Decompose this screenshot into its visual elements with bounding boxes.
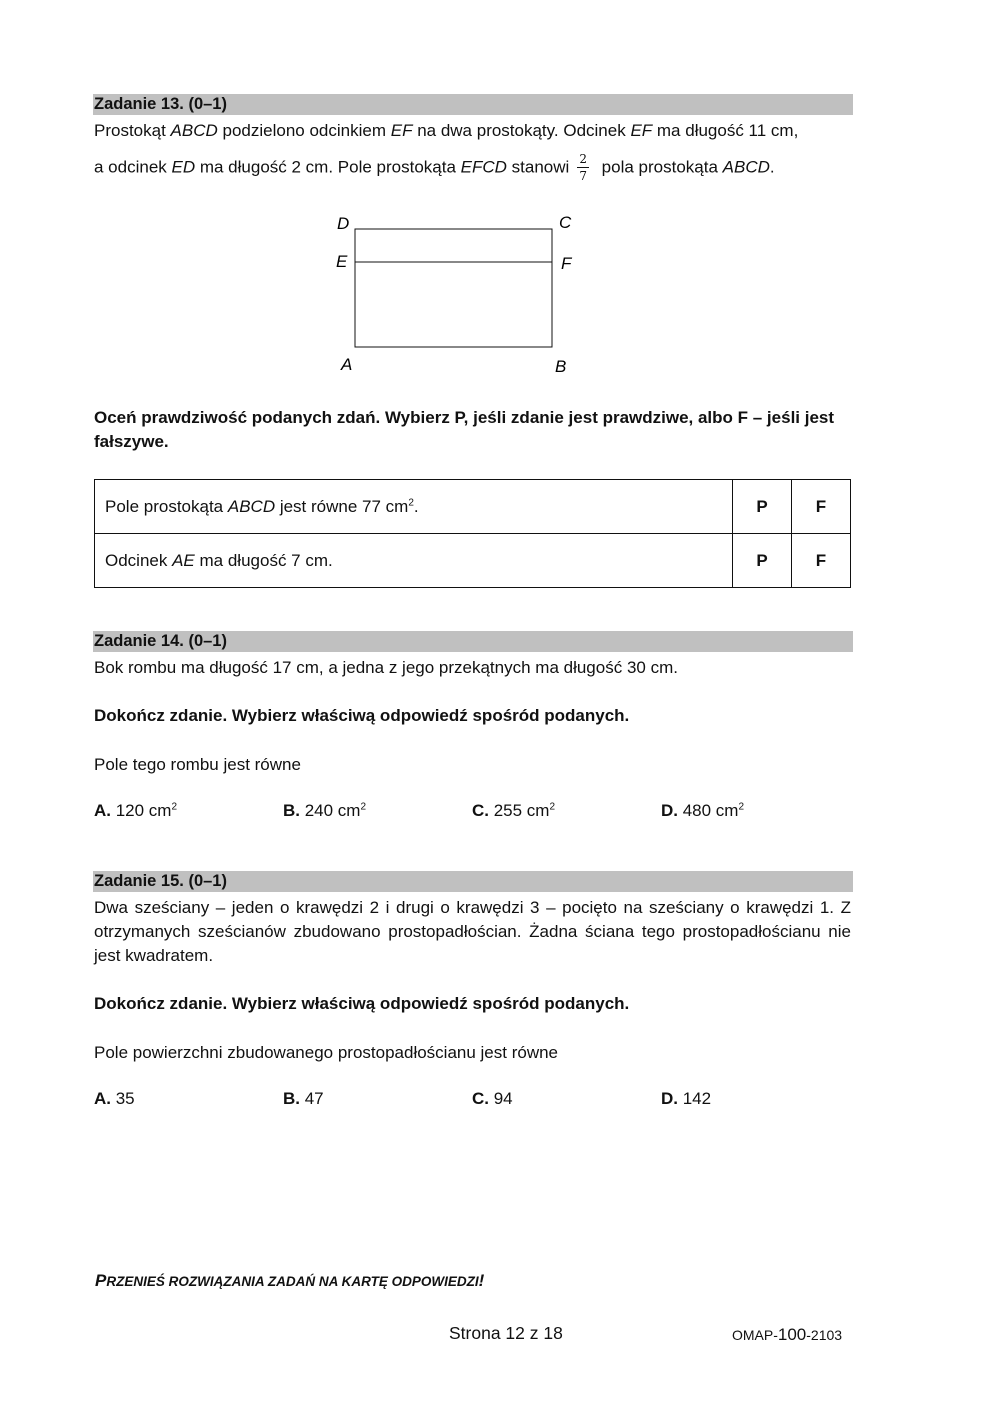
task14-answer-a[interactable]: A. 120 $cm^2$ <box>94 801 178 820</box>
statement-2: Odcinek AE ma długość 7 cm. <box>95 534 733 588</box>
task13-instruction: Oceń prawdziwość podanych zdań. Wybierz P, jeśli zdanie jest prawdziwe, albo F – jeśli jest fałszywe. <box>94 408 835 451</box>
transfer-answers-note: PRZENIEŚ ROZWIĄZANIA ZADAŃ NA KARTĘ ODPOWIEDZI! <box>95 1271 485 1290</box>
label-f: F <box>561 254 572 273</box>
fraction-two-sevenths: $\frac{2}{7}$ <box>579 152 587 183</box>
task15-answer-c[interactable]: C. 94 <box>472 1089 513 1108</box>
task14-answer-c[interactable]: C. 255 $cm^2$ <box>472 801 556 820</box>
task15-instruction: Dokończ zdanie. Wybierz właściwą odpowiedź spośród podanych. <box>94 994 630 1013</box>
statement-1-option-f[interactable]: F <box>792 480 851 534</box>
rectangle-abcd <box>355 229 552 347</box>
label-d: D <box>337 214 350 233</box>
task14-header: Zadanie 14. (0–1) <box>93 631 853 652</box>
task13-paragraph-1: Prostokąt ABCD podzielono odcinkiem EF na dwa prostokąty. Odcinek EF ma długość 11 cm, <box>94 121 799 140</box>
task15-stem: Pole powierzchni zbudowanego prostopadłościanu jest równe <box>94 1043 559 1062</box>
task14-instruction: Dokończ zdanie. Wybierz właściwą odpowiedź spośród podanych. <box>94 706 630 725</box>
exam-code: OMAP-100-2103 <box>732 1325 843 1344</box>
statement-1-option-p[interactable]: P <box>733 480 792 534</box>
statement-1: Pole prostokąta ABCD jest równe 77 $cm^2$. <box>95 480 733 534</box>
table-row <box>95 534 851 588</box>
true-false-table <box>94 479 851 588</box>
table-row <box>95 480 851 534</box>
task15-text: Dwa sześciany – jeden o krawędzi 2 i drugi o krawędzi 3 – pocięto na sześciany o krawędzi 1. Z otrzymanych sześcianów zbudowano prostopadłościan. Żadna ściana tego prostopadłościanu nie jest kwadratem. <box>94 898 851 965</box>
task14-answer-b[interactable]: B. 240 $cm^2$ <box>283 801 367 820</box>
task15-header: Zadanie 15. (0–1) <box>93 871 853 892</box>
task13-paragraph-2: a odcinek ED ma długość 2 cm. Pole prostokąta EFCD stanowi $\frac{2}{7}$ pola prostokąta ABCD. <box>94 152 775 183</box>
rectangle-figure <box>320 200 600 390</box>
task13-header: Zadanie 13. (0–1) <box>93 94 853 115</box>
statement-2-option-f[interactable]: F <box>792 534 851 588</box>
task14-answer-d[interactable]: D. 480 $cm^2$ <box>661 801 745 820</box>
task14-answers <box>94 801 854 825</box>
label-b: B <box>555 357 567 376</box>
label-a: A <box>341 355 353 374</box>
page-number: Strona 12 z 18 <box>449 1323 563 1343</box>
task15-answer-a[interactable]: A. 35 <box>94 1089 135 1108</box>
task14-stem: Pole tego rombu jest równe <box>94 755 301 774</box>
label-c: C <box>559 213 572 232</box>
task14-text: Bok rombu ma długość 17 cm, a jedna z jego przekątnych ma długość 30 cm. <box>94 658 678 677</box>
task15-answers <box>94 1089 854 1113</box>
task15-answer-b[interactable]: B. 47 <box>283 1089 324 1108</box>
label-e: E <box>336 252 348 271</box>
task15-answer-d[interactable]: D. 142 <box>661 1089 712 1108</box>
statement-2-option-p[interactable]: P <box>733 534 792 588</box>
